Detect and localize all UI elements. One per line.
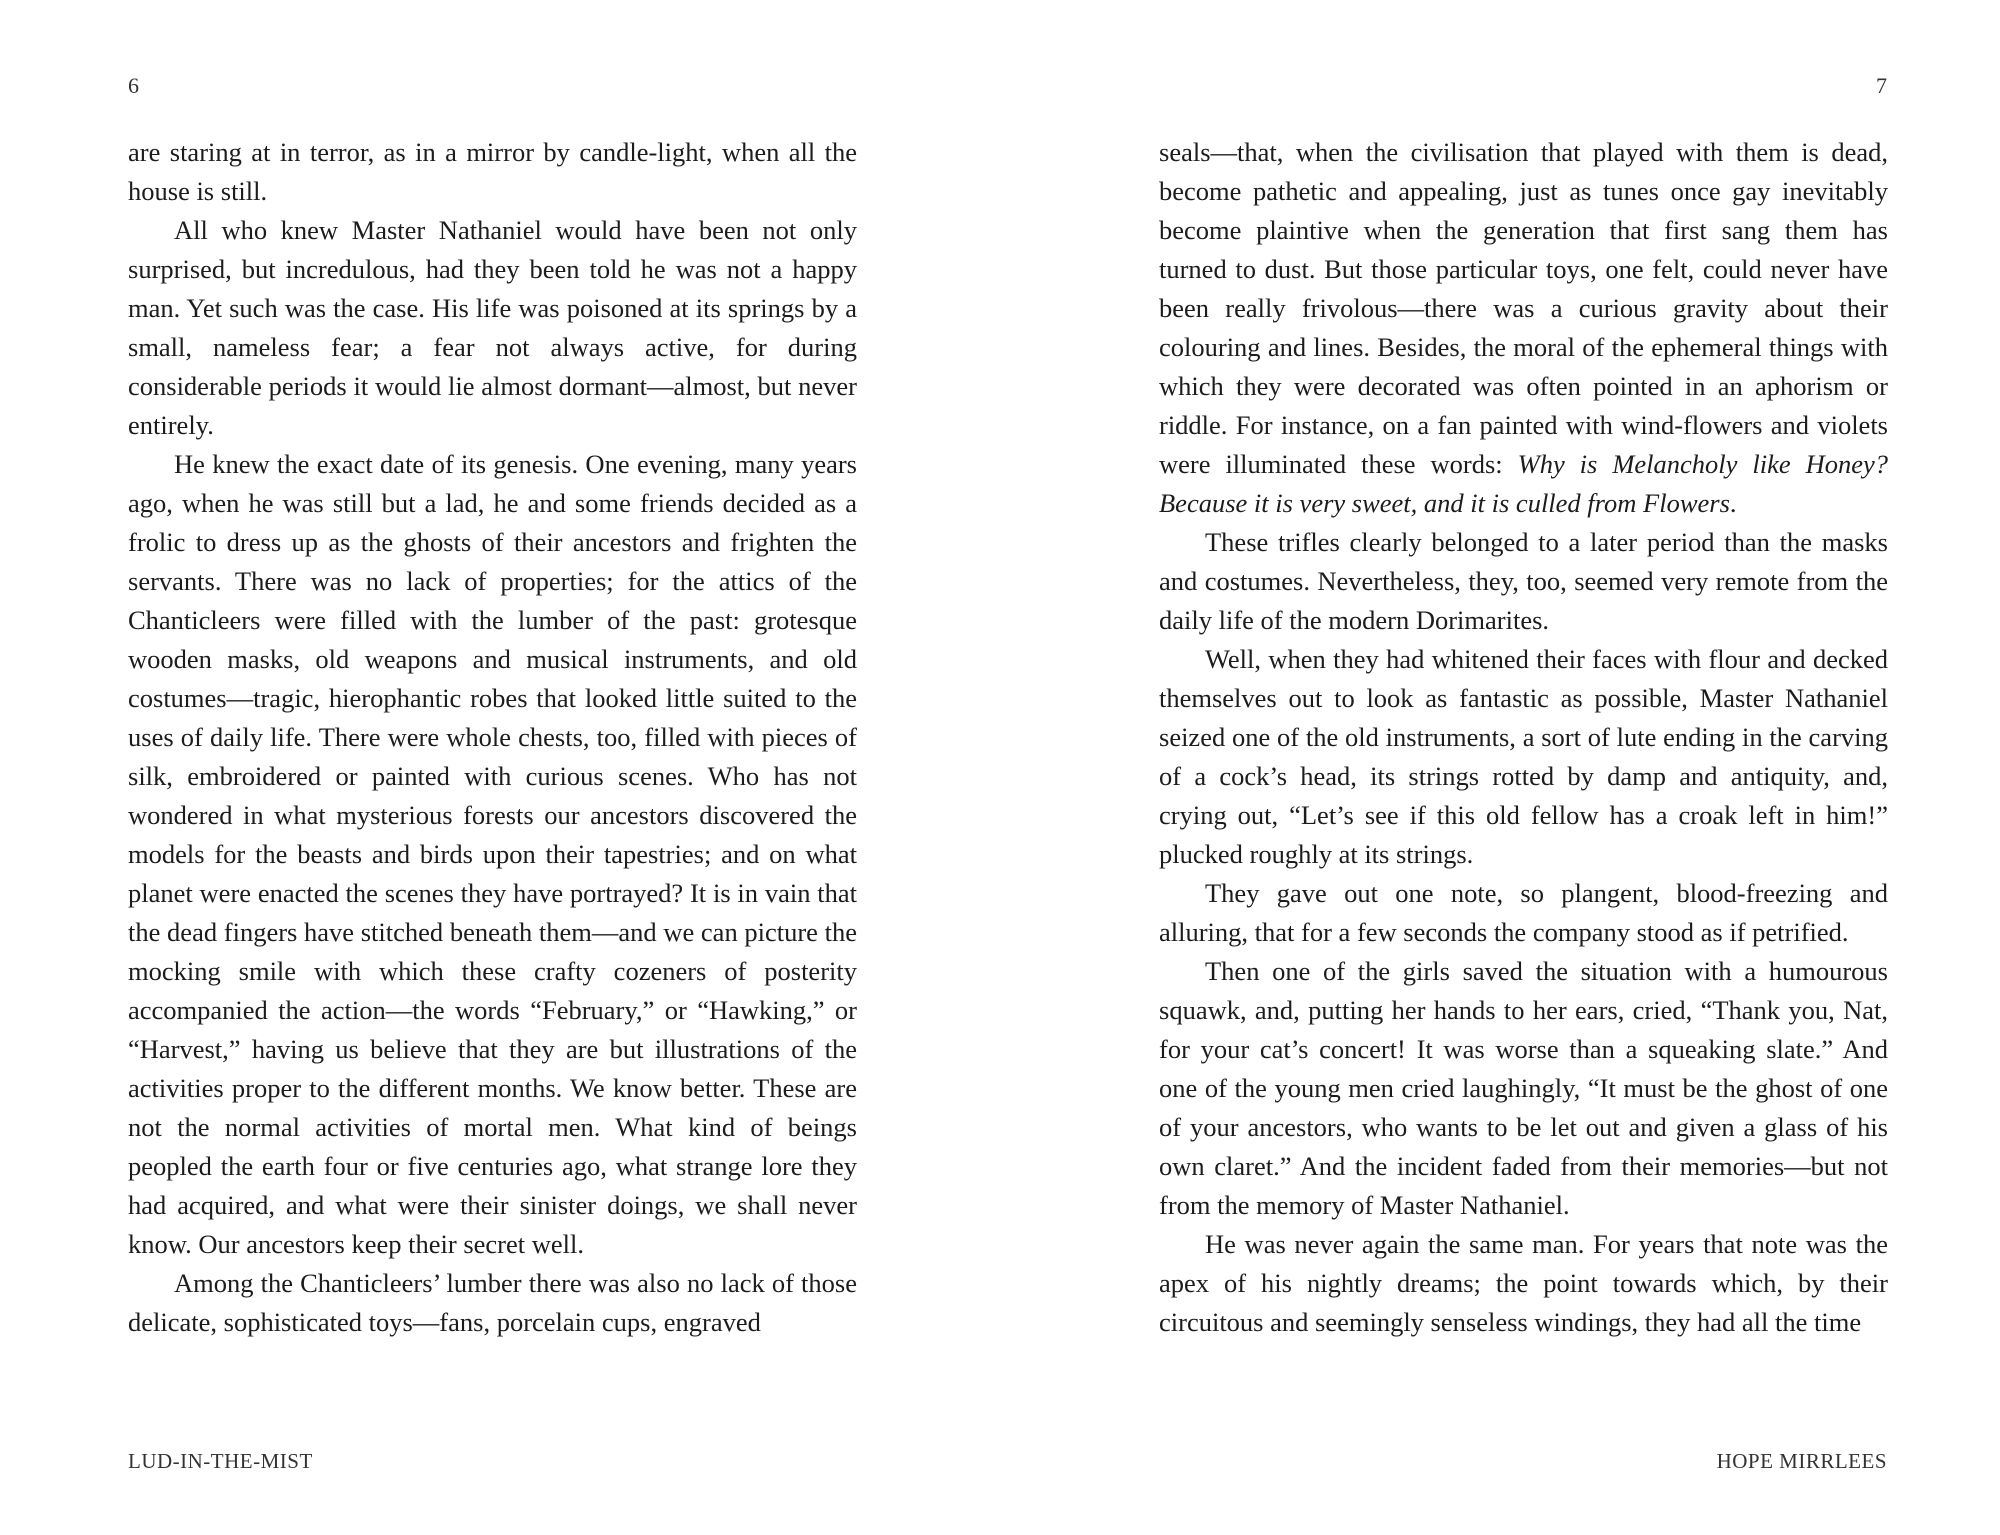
- page-number-right: 7: [1876, 73, 1887, 98]
- right-page-body: [1159, 133, 1888, 1342]
- italic-riddle: Why is Melancholy like Honey? Because it is very sweet, and it is culled from Flowers: [1159, 449, 1888, 518]
- running-footer-author: HOPE MIRRLEES: [1716, 1449, 1887, 1473]
- paragraph: Well, when they had whitened their faces with flour and decked themselves out to look as fantastic as possible, Master Nathaniel seized one of the old instruments, a sort of lute ending in the carving of a cock’s head, its strings rotted by damp and antiquity, and, crying out, “Let’s see if this old fellow has a croak left in him!” plucked roughly at its strings.: [1159, 644, 1888, 869]
- paragraph: He was never again the same man. For years that note was the apex of his nightly dreams; the point towards which, by their circuitous and seemingly senseless windings, they had all the time: [1159, 1229, 1888, 1337]
- paragraph: He knew the exact date of its genesis. One evening, many years ago, when he was still but a lad, he and some friends decided as a frolic to dress up as the ghosts of their ancestors and frighten the servants. There was no lack of properties; for the attics of the Chanticleers were filled with the lumber of the past: grotesque wooden masks, old weapons and musical instruments, and old costumes—tragic, hierophantic robes that looked little suited to the uses of daily life. There were whole chests, too, filled with pieces of silk, embroidered or painted with curious scenes. Who has not wondered in what mysterious forests our ancestors discovered the models for the beasts and birds upon their tapestries; and on what planet were enacted the scenes they have portrayed? It is in vain that the dead fingers have stitched beneath them—and we can picture the mocking smile with which these crafty cozeners of posterity accompanied the action—the words “February,” or “Hawking,” or “Harvest,” having us believe that they are but illustrations of the activities proper to the different months. We know better. These are not the normal activities of mortal men. What kind of beings peopled the earth four or five centuries ago, what strange lore they had acquired, and what were their sinister doings, we shall never know. Our ancestors keep their secret well.: [128, 449, 857, 1259]
- paragraph: All who knew Master Nathaniel would have been not only surprised, but incredulous, had they been told he was not a happy man. Yet such was the case. His life was poisoned at its springs by a small, nameless fear; a fear not always active, for during considerable periods it would lie almost dormant—almost, but never entirely.: [128, 215, 857, 440]
- running-footer-book-title: LUD-IN-THE-MIST: [128, 1449, 313, 1473]
- paragraph-text: seals—that, when the civilisation that played with them is dead, become pathetic and appealing, just as tunes once gay inevitably become plaintive when the generation that first sang them has turned to dust. But those particular toys, one felt, could never have been really frivolous—there was a curious gravity about their colouring and lines. Besides, the moral of the ephemeral things with which they were decorated was often pointed in an aphorism or riddle. For instance, on a fan painted with wind-flowers and violets were illuminated these words:: [1159, 137, 1888, 479]
- left-page-body: [128, 133, 857, 1342]
- paragraph-continued: are staring at in terror, as in a mirror by candle-light, when all the house is still.: [128, 137, 857, 206]
- page-number-left: 6: [128, 73, 139, 98]
- paragraph: Then one of the girls saved the situation with a humourous squawk, and, putting her hands to her ears, cried, “Thank you, Nat, for your cat’s concert! It was worse than a squeaking slate.” And one of the young men cried laughingly, “It must be the ghost of one of your ancestors, who wants to be let out and given a glass of his own claret.” And the incident faded from their memories—but not from the memory of Master Nathaniel.: [1159, 956, 1888, 1220]
- paragraph: Among the Chanticleers’ lumber there was also no lack of those delicate, sophisticated toys—fans, porcelain cups, engraved: [128, 1268, 857, 1337]
- right-page: [1000, 0, 2000, 1535]
- paragraph: These trifles clearly belonged to a later period than the masks and costumes. Nevertheless, they, too, seemed very remote from the daily life of the modern Dorimarites.: [1159, 527, 1888, 635]
- paragraph-end: .: [1729, 488, 1737, 518]
- paragraph: They gave out one note, so plangent, blood-freezing and alluring, that for a few seconds the company stood as if petrified.: [1159, 878, 1888, 947]
- paragraph-continued: [1159, 133, 1888, 523]
